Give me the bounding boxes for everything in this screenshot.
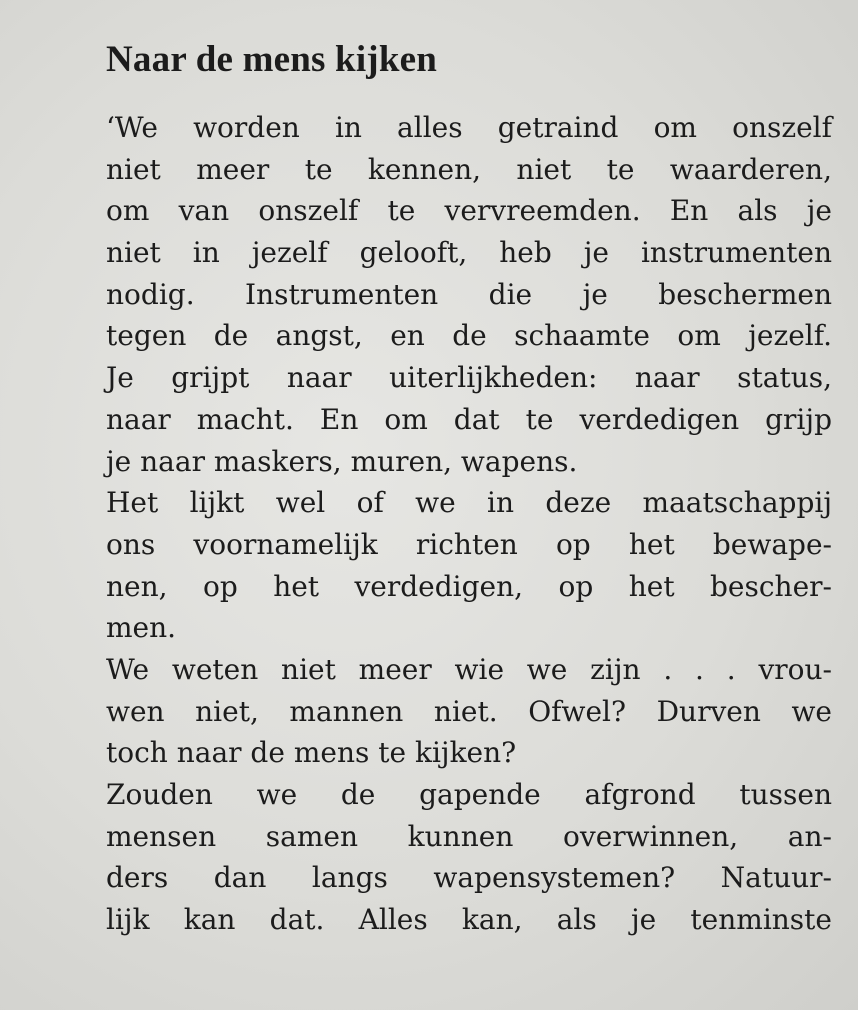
article-title: Naar de mens kijken [106,39,438,80]
text-line: men. [106,611,177,645]
text-line: naar macht. En om dat te verdedigen grijp [106,402,832,436]
text-line: niet meer te kennen, niet te waarderen, [106,152,832,186]
article-body [106,107,832,941]
text-line: om van onszelf te vervreemden. En als je [106,194,832,228]
text-line: We weten niet meer wie we zijn . . . vrou- [106,652,832,686]
text-line: Je grijpt naar uiterlijkheden: naar status, [106,361,832,395]
text-line: je naar maskers, muren, wapens. [106,444,578,478]
text-line: toch naar de mens te kijken? [106,736,517,770]
text-line: mensen samen kunnen overwinnen, an- [106,819,832,853]
text-line: Het lijkt wel of we in deze maatschappij [106,486,832,520]
text-line: Zouden we de gapende afgrond tussen [106,778,832,811]
text-line: lijk kan dat. Alles kan, als je tenminste [106,903,832,937]
text-line: ders dan langs wapensystemen? Natuur- [106,861,832,895]
text-line: nen, op het verdedigen, op het bescher- [106,569,832,603]
text-line: nodig. Instrumenten die je beschermen [106,277,832,311]
text-line: tegen de angst, en de schaamte om jezelf. [106,319,832,353]
text-line: niet in jezelf gelooft, heb je instrumenten [106,236,832,270]
text-line: ons voornamelijk richten op het bewape- [106,527,832,561]
text-line: wen niet, mannen niet. Ofwel? Durven we [106,694,832,728]
text-line: ‘We worden in alles getraind om onszelf [106,111,832,144]
document-page [106,38,832,941]
